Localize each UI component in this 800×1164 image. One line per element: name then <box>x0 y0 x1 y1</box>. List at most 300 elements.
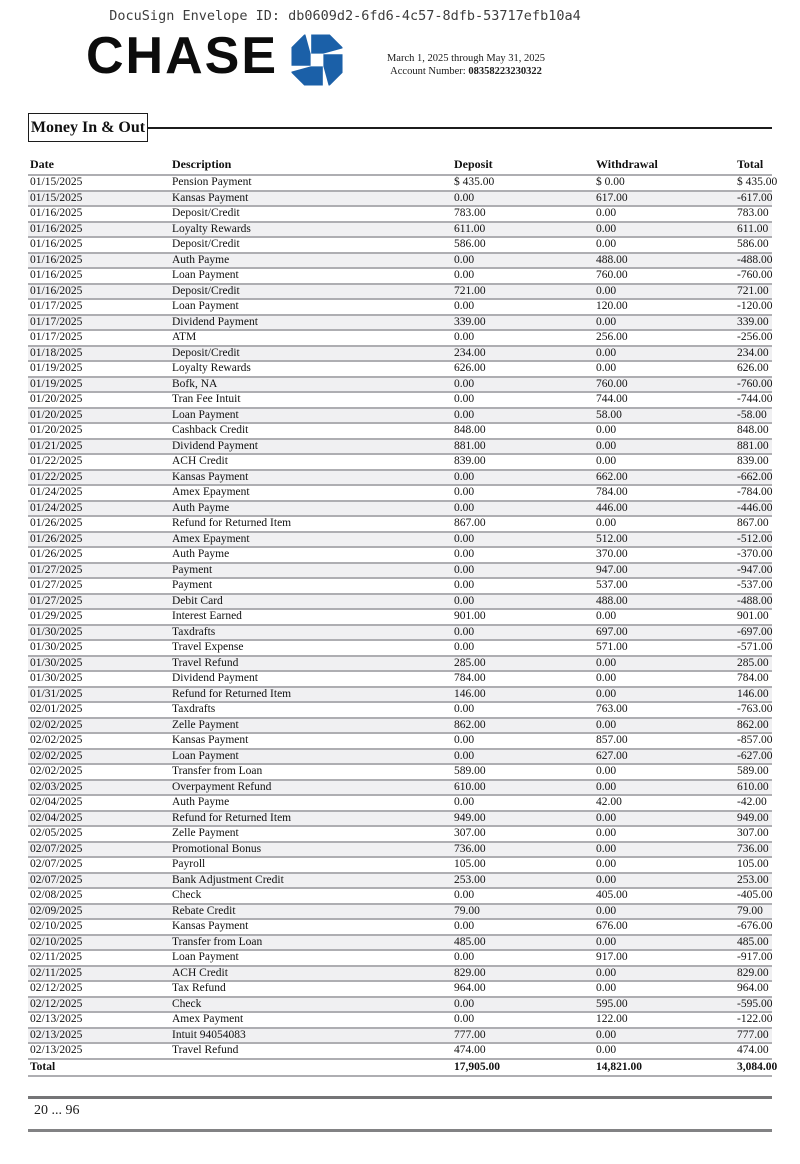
transaction-cell: -784.00 <box>735 485 772 501</box>
transaction-cell: 02/07/2025 <box>28 842 170 858</box>
transaction-cell: 617.00 <box>594 191 735 207</box>
transaction-cell: 01/27/2025 <box>28 563 170 579</box>
transaction-cell: Refund for Returned Item <box>170 811 452 827</box>
docusign-envelope-id: DocuSign Envelope ID: db0609d2-6fd6-4c57-8dfb-53717efb10a4 <box>109 8 581 24</box>
transaction-cell: 02/11/2025 <box>28 950 170 966</box>
transaction-cell: 0.00 <box>452 532 594 548</box>
transaction-row <box>28 253 772 269</box>
transaction-cell: 0.00 <box>594 780 735 796</box>
transaction-cell: 0.00 <box>594 1043 735 1059</box>
transaction-cell: 537.00 <box>594 578 735 594</box>
transaction-cell: 0.00 <box>452 640 594 656</box>
transaction-cell: 01/17/2025 <box>28 299 170 315</box>
transaction-cell: Bofk, NA <box>170 377 452 393</box>
transaction-cell: -488.00 <box>735 594 772 610</box>
transaction-cell: 01/30/2025 <box>28 625 170 641</box>
transaction-cell: Kansas Payment <box>170 919 452 935</box>
transaction-cell: 0.00 <box>594 935 735 951</box>
transaction-cell: 760.00 <box>594 377 735 393</box>
transaction-cell: 760.00 <box>594 268 735 284</box>
transaction-row <box>28 547 772 563</box>
transaction-row <box>28 485 772 501</box>
transaction-cell: 784.00 <box>735 671 772 687</box>
transaction-cell: 0.00 <box>594 346 735 362</box>
transaction-row <box>28 687 772 703</box>
transaction-row <box>28 671 772 687</box>
transaction-cell: 253.00 <box>735 873 772 889</box>
transaction-cell: 307.00 <box>735 826 772 842</box>
transaction-cell: 339.00 <box>735 315 772 331</box>
transaction-row <box>28 780 772 796</box>
transaction-cell: -446.00 <box>735 501 772 517</box>
transaction-cell: 611.00 <box>735 222 772 238</box>
transaction-cell: -256.00 <box>735 330 772 346</box>
transaction-row <box>28 904 772 920</box>
transaction-cell: Deposit/Credit <box>170 346 452 362</box>
transaction-cell: 474.00 <box>735 1043 772 1059</box>
transaction-cell: -760.00 <box>735 377 772 393</box>
transaction-cell: $ 435.00 <box>735 175 772 191</box>
transaction-cell: 964.00 <box>735 981 772 997</box>
transaction-cell: -370.00 <box>735 547 772 563</box>
transaction-cell: 01/27/2025 <box>28 594 170 610</box>
table-total-row <box>28 1059 772 1076</box>
transaction-cell: 01/24/2025 <box>28 485 170 501</box>
transaction-cell: 744.00 <box>594 392 735 408</box>
transaction-cell: 01/16/2025 <box>28 222 170 238</box>
transaction-cell: 0.00 <box>452 795 594 811</box>
transaction-cell: 0.00 <box>452 299 594 315</box>
transaction-row <box>28 795 772 811</box>
transaction-cell: Intuit 94054083 <box>170 1028 452 1044</box>
transaction-row <box>28 826 772 842</box>
transaction-cell: 0.00 <box>594 423 735 439</box>
transaction-cell: 949.00 <box>735 811 772 827</box>
transaction-cell: 01/16/2025 <box>28 237 170 253</box>
transaction-cell: 01/19/2025 <box>28 377 170 393</box>
transaction-cell: Auth Payme <box>170 795 452 811</box>
transaction-cell: 0.00 <box>452 547 594 563</box>
transaction-cell: 721.00 <box>735 284 772 300</box>
transaction-cell: Deposit/Credit <box>170 284 452 300</box>
transaction-cell: 01/29/2025 <box>28 609 170 625</box>
transaction-cell: 0.00 <box>594 609 735 625</box>
transaction-cell: -627.00 <box>735 749 772 765</box>
transaction-cell: ATM <box>170 330 452 346</box>
transaction-cell: -512.00 <box>735 532 772 548</box>
section-title-box <box>28 113 148 142</box>
transaction-row <box>28 857 772 873</box>
transaction-cell: 01/20/2025 <box>28 423 170 439</box>
transaction-cell: 488.00 <box>594 253 735 269</box>
transaction-cell: 01/18/2025 <box>28 346 170 362</box>
transaction-cell: 285.00 <box>452 656 594 672</box>
transaction-cell: Loan Payment <box>170 408 452 424</box>
transaction-cell: -122.00 <box>735 1012 772 1028</box>
total-cell: 17,905.00 <box>452 1059 594 1076</box>
transaction-cell: 0.00 <box>594 361 735 377</box>
transaction-cell: Loyalty Rewards <box>170 361 452 377</box>
section-divider-line <box>140 127 772 129</box>
transaction-cell: Transfer from Loan <box>170 764 452 780</box>
transaction-cell: Auth Payme <box>170 253 452 269</box>
transaction-cell: 405.00 <box>594 888 735 904</box>
transaction-cell: 610.00 <box>452 780 594 796</box>
statement-period: March 1, 2025 through May 31, 2025 <box>386 53 546 64</box>
transaction-row <box>28 733 772 749</box>
transaction-cell: Amex Payment <box>170 1012 452 1028</box>
transaction-cell: 02/09/2025 <box>28 904 170 920</box>
transaction-row <box>28 501 772 517</box>
transaction-cell: 01/20/2025 <box>28 392 170 408</box>
transaction-cell: 105.00 <box>452 857 594 873</box>
transaction-row <box>28 764 772 780</box>
transaction-cell: Amex Epayment <box>170 532 452 548</box>
column-header-total: Total <box>735 158 772 175</box>
total-cell: 14,821.00 <box>594 1059 735 1076</box>
transaction-cell: 79.00 <box>452 904 594 920</box>
transaction-row <box>28 330 772 346</box>
transaction-cell: Tran Fee Intuit <box>170 392 452 408</box>
transaction-cell: 0.00 <box>594 857 735 873</box>
transaction-cell: 0.00 <box>594 315 735 331</box>
transaction-cell: 234.00 <box>735 346 772 362</box>
transaction-cell: 02/02/2025 <box>28 749 170 765</box>
transaction-cell: Loan Payment <box>170 268 452 284</box>
transaction-cell: 02/05/2025 <box>28 826 170 842</box>
column-header-deposit: Deposit <box>452 158 594 175</box>
transaction-cell: 01/16/2025 <box>28 268 170 284</box>
transaction-cell: 784.00 <box>594 485 735 501</box>
transaction-cell: 0.00 <box>594 842 735 858</box>
transaction-cell: 01/31/2025 <box>28 687 170 703</box>
transaction-cell: Taxdrafts <box>170 702 452 718</box>
footer-divider-bottom <box>28 1129 772 1132</box>
transaction-row <box>28 578 772 594</box>
account-number-value: 08358223230322 <box>468 66 542 77</box>
transaction-cell: 01/16/2025 <box>28 253 170 269</box>
transaction-cell: Loan Payment <box>170 749 452 765</box>
transaction-cell: 611.00 <box>452 222 594 238</box>
transaction-cell: 0.00 <box>452 470 594 486</box>
transaction-cell: 02/07/2025 <box>28 873 170 889</box>
transaction-cell: 02/02/2025 <box>28 733 170 749</box>
transaction-cell: 0.00 <box>452 377 594 393</box>
transaction-cell: 0.00 <box>594 764 735 780</box>
transaction-row <box>28 873 772 889</box>
transactions-table <box>28 157 778 1077</box>
transaction-cell: 79.00 <box>735 904 772 920</box>
transaction-cell: 446.00 <box>594 501 735 517</box>
transaction-row <box>28 191 772 207</box>
transaction-row <box>28 997 772 1013</box>
transaction-cell: 626.00 <box>452 361 594 377</box>
transaction-row <box>28 594 772 610</box>
transaction-row <box>28 919 772 935</box>
transaction-cell: 01/17/2025 <box>28 315 170 331</box>
transaction-row <box>28 935 772 951</box>
transaction-cell: 589.00 <box>452 764 594 780</box>
transaction-cell: 901.00 <box>735 609 772 625</box>
transaction-cell: 0.00 <box>594 687 735 703</box>
transaction-row <box>28 439 772 455</box>
transaction-cell: 370.00 <box>594 547 735 563</box>
transaction-cell: 01/20/2025 <box>28 408 170 424</box>
transaction-cell: 763.00 <box>594 702 735 718</box>
transaction-cell: Dividend Payment <box>170 439 452 455</box>
transaction-cell: 777.00 <box>735 1028 772 1044</box>
transaction-cell: 839.00 <box>452 454 594 470</box>
transaction-cell: 02/10/2025 <box>28 935 170 951</box>
total-cell: Total <box>28 1059 170 1076</box>
transaction-cell: -120.00 <box>735 299 772 315</box>
transaction-cell: Amex Epayment <box>170 485 452 501</box>
transaction-cell: Check <box>170 997 452 1013</box>
transaction-row <box>28 1043 772 1059</box>
transaction-cell: 146.00 <box>452 687 594 703</box>
transaction-row <box>28 237 772 253</box>
transaction-cell: -42.00 <box>735 795 772 811</box>
transaction-cell: -947.00 <box>735 563 772 579</box>
transaction-cell: 0.00 <box>452 997 594 1013</box>
transaction-cell: 256.00 <box>594 330 735 346</box>
transaction-cell: -760.00 <box>735 268 772 284</box>
transaction-cell: 626.00 <box>735 361 772 377</box>
transaction-cell: 474.00 <box>452 1043 594 1059</box>
octagon-blade-bottom <box>291 66 322 85</box>
transaction-cell: 917.00 <box>594 950 735 966</box>
transaction-cell: 829.00 <box>735 966 772 982</box>
transaction-cell: 867.00 <box>735 516 772 532</box>
transaction-cell: 0.00 <box>594 284 735 300</box>
transaction-cell: Overpayment Refund <box>170 780 452 796</box>
transaction-cell: 901.00 <box>452 609 594 625</box>
transaction-cell: Taxdrafts <box>170 625 452 641</box>
transaction-cell: 848.00 <box>735 423 772 439</box>
transaction-row <box>28 175 772 191</box>
transaction-cell: ACH Credit <box>170 966 452 982</box>
transaction-cell: 146.00 <box>735 687 772 703</box>
transaction-cell: 120.00 <box>594 299 735 315</box>
transaction-cell: 0.00 <box>594 873 735 889</box>
transaction-cell: Auth Payme <box>170 501 452 517</box>
transaction-cell: 857.00 <box>594 733 735 749</box>
transaction-row <box>28 749 772 765</box>
transaction-cell: 586.00 <box>452 237 594 253</box>
transaction-cell: ACH Credit <box>170 454 452 470</box>
transaction-cell: Debit Card <box>170 594 452 610</box>
transaction-cell: 0.00 <box>452 578 594 594</box>
transaction-row <box>28 718 772 734</box>
transaction-row <box>28 284 772 300</box>
transaction-cell: 848.00 <box>452 423 594 439</box>
transaction-cell: 0.00 <box>594 206 735 222</box>
transaction-cell: 02/08/2025 <box>28 888 170 904</box>
page-numbers: 20 ... 96 <box>34 1103 80 1118</box>
transaction-row <box>28 315 772 331</box>
account-number-line <box>366 65 566 78</box>
transaction-cell: 02/11/2025 <box>28 966 170 982</box>
transaction-row <box>28 966 772 982</box>
account-number-label: Account Number: <box>390 66 466 77</box>
transaction-cell: 02/12/2025 <box>28 997 170 1013</box>
transaction-cell: 02/04/2025 <box>28 795 170 811</box>
transaction-row <box>28 454 772 470</box>
column-header-withdrawal: Withdrawal <box>594 158 735 175</box>
transaction-row <box>28 361 772 377</box>
transaction-cell: Pension Payment <box>170 175 452 191</box>
transaction-cell: 01/24/2025 <box>28 501 170 517</box>
transaction-cell: -857.00 <box>735 733 772 749</box>
transaction-cell: 0.00 <box>452 563 594 579</box>
transaction-cell: 02/02/2025 <box>28 718 170 734</box>
transaction-cell: Tax Refund <box>170 981 452 997</box>
transaction-row <box>28 206 772 222</box>
transaction-cell: 867.00 <box>452 516 594 532</box>
transaction-cell: 0.00 <box>452 888 594 904</box>
transaction-cell: 0.00 <box>452 485 594 501</box>
transaction-cell: 0.00 <box>594 718 735 734</box>
transaction-cell: 595.00 <box>594 997 735 1013</box>
statement-meta <box>366 52 566 78</box>
transaction-cell: Travel Refund <box>170 656 452 672</box>
transaction-cell: 0.00 <box>452 702 594 718</box>
transaction-cell: 777.00 <box>452 1028 594 1044</box>
transaction-cell: -763.00 <box>735 702 772 718</box>
transaction-cell: 721.00 <box>452 284 594 300</box>
transaction-row <box>28 470 772 486</box>
transaction-cell: 697.00 <box>594 625 735 641</box>
transaction-row <box>28 516 772 532</box>
transaction-row <box>28 222 772 238</box>
transaction-cell: 0.00 <box>452 950 594 966</box>
transaction-cell: 881.00 <box>735 439 772 455</box>
transaction-cell: 488.00 <box>594 594 735 610</box>
transaction-cell: 105.00 <box>735 857 772 873</box>
transaction-row <box>28 842 772 858</box>
octagon-blade-right <box>323 54 342 85</box>
transaction-cell: 881.00 <box>452 439 594 455</box>
transaction-cell: -595.00 <box>735 997 772 1013</box>
transaction-cell: 0.00 <box>452 625 594 641</box>
transaction-row <box>28 888 772 904</box>
transaction-cell: Zelle Payment <box>170 826 452 842</box>
transaction-cell: 0.00 <box>594 904 735 920</box>
transaction-cell: 01/15/2025 <box>28 175 170 191</box>
transaction-cell: Payroll <box>170 857 452 873</box>
transaction-cell: Cashback Credit <box>170 423 452 439</box>
transaction-cell: 01/26/2025 <box>28 547 170 563</box>
transaction-cell: 0.00 <box>594 671 735 687</box>
transaction-cell: Loan Payment <box>170 299 452 315</box>
transaction-row <box>28 563 772 579</box>
transaction-cell: 571.00 <box>594 640 735 656</box>
transaction-cell: 0.00 <box>452 1012 594 1028</box>
transaction-row <box>28 1012 772 1028</box>
transaction-cell: 736.00 <box>735 842 772 858</box>
transaction-cell: 01/16/2025 <box>28 206 170 222</box>
transaction-cell: 485.00 <box>735 935 772 951</box>
transaction-cell: 02/01/2025 <box>28 702 170 718</box>
transaction-cell: 01/22/2025 <box>28 454 170 470</box>
transaction-cell: -571.00 <box>735 640 772 656</box>
transaction-cell: 0.00 <box>594 454 735 470</box>
transaction-cell: 0.00 <box>594 222 735 238</box>
transaction-cell: Loan Payment <box>170 950 452 966</box>
transaction-cell: 0.00 <box>452 253 594 269</box>
transaction-cell: Deposit/Credit <box>170 206 452 222</box>
transaction-cell: 0.00 <box>594 516 735 532</box>
transaction-cell: 0.00 <box>594 1028 735 1044</box>
transaction-cell: 0.00 <box>594 981 735 997</box>
transaction-cell: 0.00 <box>452 749 594 765</box>
transaction-row <box>28 299 772 315</box>
transaction-cell: Travel Refund <box>170 1043 452 1059</box>
transaction-cell: 122.00 <box>594 1012 735 1028</box>
transaction-cell: 01/21/2025 <box>28 439 170 455</box>
transaction-cell: Payment <box>170 563 452 579</box>
transaction-cell: 485.00 <box>452 935 594 951</box>
column-header-date: Date <box>28 158 170 175</box>
transaction-cell: 02/10/2025 <box>28 919 170 935</box>
transaction-cell: 862.00 <box>452 718 594 734</box>
transaction-cell: Kansas Payment <box>170 191 452 207</box>
transaction-row <box>28 625 772 641</box>
transaction-cell: $ 435.00 <box>452 175 594 191</box>
transaction-row <box>28 609 772 625</box>
transaction-row <box>28 640 772 656</box>
transaction-row <box>28 377 772 393</box>
transaction-cell: 0.00 <box>452 733 594 749</box>
transaction-cell: 589.00 <box>735 764 772 780</box>
transaction-cell: 02/04/2025 <box>28 811 170 827</box>
transaction-cell: 58.00 <box>594 408 735 424</box>
transaction-cell: 02/12/2025 <box>28 981 170 997</box>
transaction-cell: 01/30/2025 <box>28 640 170 656</box>
transaction-cell: 610.00 <box>735 780 772 796</box>
transaction-cell: 0.00 <box>594 966 735 982</box>
transaction-cell: 307.00 <box>452 826 594 842</box>
transaction-row <box>28 392 772 408</box>
transaction-cell: 0.00 <box>452 392 594 408</box>
transaction-row <box>28 346 772 362</box>
transaction-cell: 586.00 <box>735 237 772 253</box>
transaction-cell: Loyalty Rewards <box>170 222 452 238</box>
transaction-cell: Kansas Payment <box>170 470 452 486</box>
transaction-cell: 662.00 <box>594 470 735 486</box>
transaction-cell: 0.00 <box>452 919 594 935</box>
transaction-cell: Rebate Credit <box>170 904 452 920</box>
transaction-cell: Bank Adjustment Credit <box>170 873 452 889</box>
transaction-cell: Zelle Payment <box>170 718 452 734</box>
transaction-row <box>28 1028 772 1044</box>
transaction-cell: Check <box>170 888 452 904</box>
transaction-cell: -58.00 <box>735 408 772 424</box>
transaction-cell: 0.00 <box>452 191 594 207</box>
footer-divider-top <box>28 1096 772 1099</box>
transaction-cell: 0.00 <box>452 408 594 424</box>
chase-octagon-icon <box>288 31 346 89</box>
transaction-cell: -488.00 <box>735 253 772 269</box>
transaction-cell: 0.00 <box>594 656 735 672</box>
transaction-cell: Payment <box>170 578 452 594</box>
transaction-cell: 0.00 <box>594 237 735 253</box>
transaction-cell: 949.00 <box>452 811 594 827</box>
transaction-cell: 862.00 <box>735 718 772 734</box>
transaction-cell: 947.00 <box>594 563 735 579</box>
transaction-row <box>28 981 772 997</box>
transaction-cell: 783.00 <box>735 206 772 222</box>
